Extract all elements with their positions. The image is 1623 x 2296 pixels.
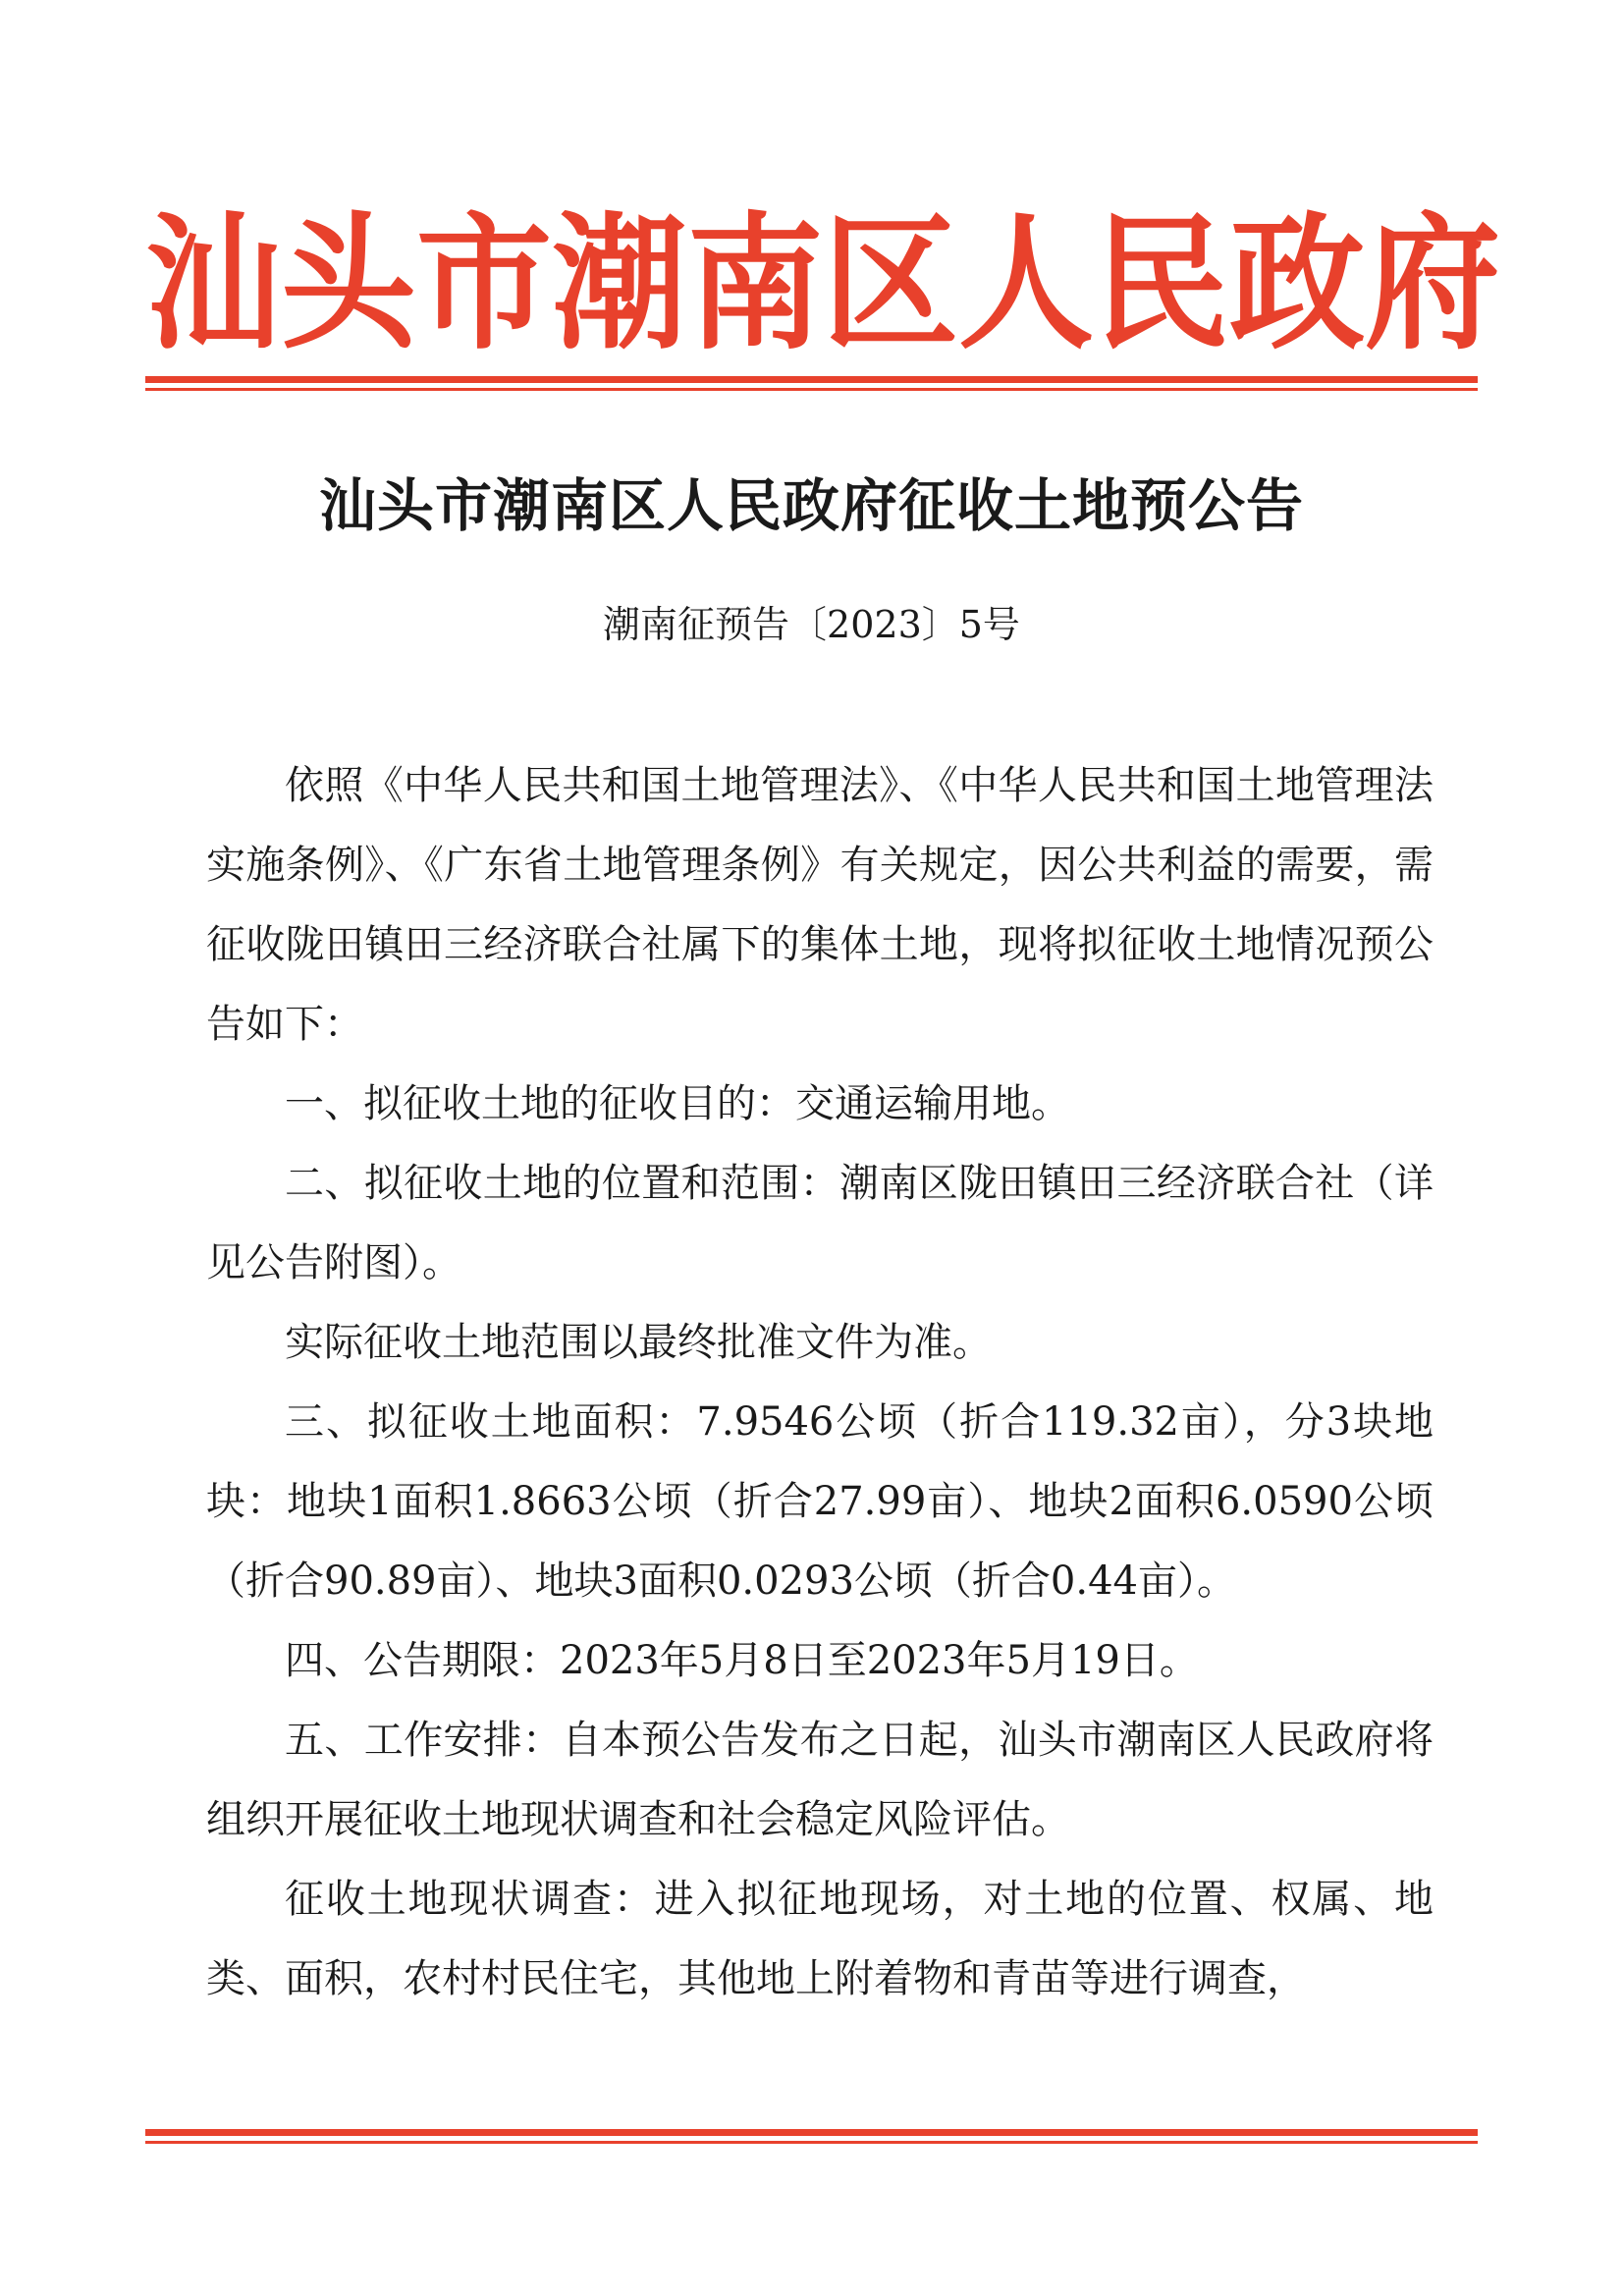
document-title: 汕头市潮南区人民政府征收土地预公告 [318, 472, 1304, 539]
footer-divider [145, 2129, 1478, 2144]
header-divider [145, 376, 1478, 391]
divider-thick-line [145, 376, 1478, 383]
masthead-char: 潮 [552, 198, 688, 370]
paragraph: 四、公告期限：2023年5月8日至2023年5月19日。 [285, 1638, 1199, 1683]
divider-thin-line [145, 388, 1478, 391]
document-body [206, 746, 1434, 2019]
masthead-char: 民 [1094, 198, 1230, 370]
paragraph: 五、工作安排：自本预公告发布之日起，汕头市潮南区人民政府将组织开展征收土地现状调查和社会稳定风险评估。 [206, 1718, 1434, 1842]
masthead-char: 府 [1365, 198, 1501, 370]
paragraph: 二、拟征收土地的位置和范围：潮南区陇田镇田三经济联合社（详见公告附图）。 [206, 1161, 1434, 1285]
paragraph: 依照《中华人民共和国土地管理法》、《中华人民共和国土地管理法实施条例》、《广东省土地管理条例》有关规定，因公共利益的需要，需征收陇田镇田三经济联合社属下的集体土地，现将拟征收土地情况预公告如下： [206, 763, 1434, 1047]
masthead-char: 南 [687, 198, 824, 370]
paragraph: 三、拟征收土地面积：7.9546公顷（折合119.32亩），分3块地块：地块1面积1.8663公顷（折合27.99亩）、地块2面积6.0590公顷（折合90.89亩）、地块3面积0.0293公顷（折合0.44亩）。 [206, 1399, 1434, 1604]
masthead-char: 头 [281, 198, 417, 370]
paragraph: 一、拟征收土地的征收目的：交通运输用地。 [285, 1081, 1070, 1126]
paragraph: 征收土地现状调查：进入拟征地现场，对土地的位置、权属、地类、面积，农村村民住宅，其他地上附着物和青苗等进行调查， [206, 1877, 1434, 2001]
divider-thin-line [145, 2141, 1478, 2144]
divider-thick-line [145, 2129, 1478, 2136]
masthead-char: 区 [823, 198, 959, 370]
masthead-char: 市 [416, 198, 553, 370]
masthead-char: 政 [1229, 198, 1366, 370]
masthead-char: 人 [958, 198, 1095, 370]
masthead-char: 汕 [145, 198, 282, 370]
paragraph: 实际征收土地范围以最终批准文件为准。 [285, 1320, 992, 1365]
document-number: 潮南征预告〔2023〕5号 [603, 603, 1020, 646]
masthead-title [145, 198, 1501, 370]
